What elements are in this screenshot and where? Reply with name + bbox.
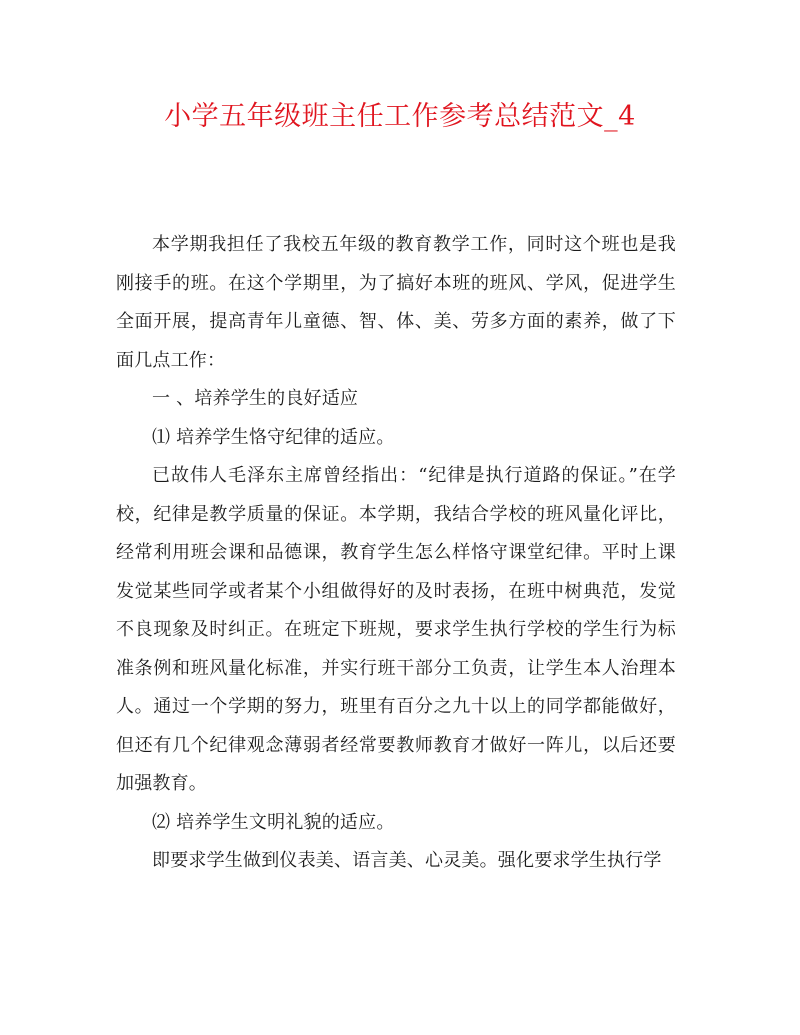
paragraph-manners: 即要求学生做到仪表美、语言美、心灵美。强化要求学生执行学 <box>152 850 662 871</box>
section-heading-1: 一 、培养学生的良好适应 <box>152 388 359 409</box>
paragraph-discipline: 已故伟人毛泽东主席曾经指出：“纪律是执行道路的保证。”在学校，纪律是教学质量的保证。本学期，我结合学校的班风量化评比，经常利用班会课和品德课，教育学生怎么样恪守课堂纪律。平时上课发觉某些同学或者某个小组做得好的及时表扬，在班中树典范，发觉不良现象及时纠正。在班定下班规，要求学生执行学校的学生行为标准条例和班风量化标准，并实行班干部分工负责，让学生本人治理本人。通过一个学期的努力，班里有百分之九十以上的同学都能做好，但还有几个纪律观念薄弱者经常要教师教育才做好一阵儿，以后还要加强教育。 <box>116 465 676 794</box>
subsection-heading-1: ⑴ 培养学生恪守纪律的适应。 <box>152 426 395 448</box>
subsection-heading-2: ⑵ 培养学生文明礼貌的适应。 <box>152 811 395 833</box>
document-body <box>116 226 676 881</box>
paragraph-intro: 本学期我担任了我校五年级的教育教学工作，同时这个班也是我刚接手的班。在这个学期里，为了搞好本班的班风、学风，促进学生全面开展，提高青年儿童德、智、体、美、劳多方面的素养，做了下面几点工作： <box>116 234 676 371</box>
document-title: 小学五年级班主任工作参考总结范文_4 <box>164 101 636 132</box>
